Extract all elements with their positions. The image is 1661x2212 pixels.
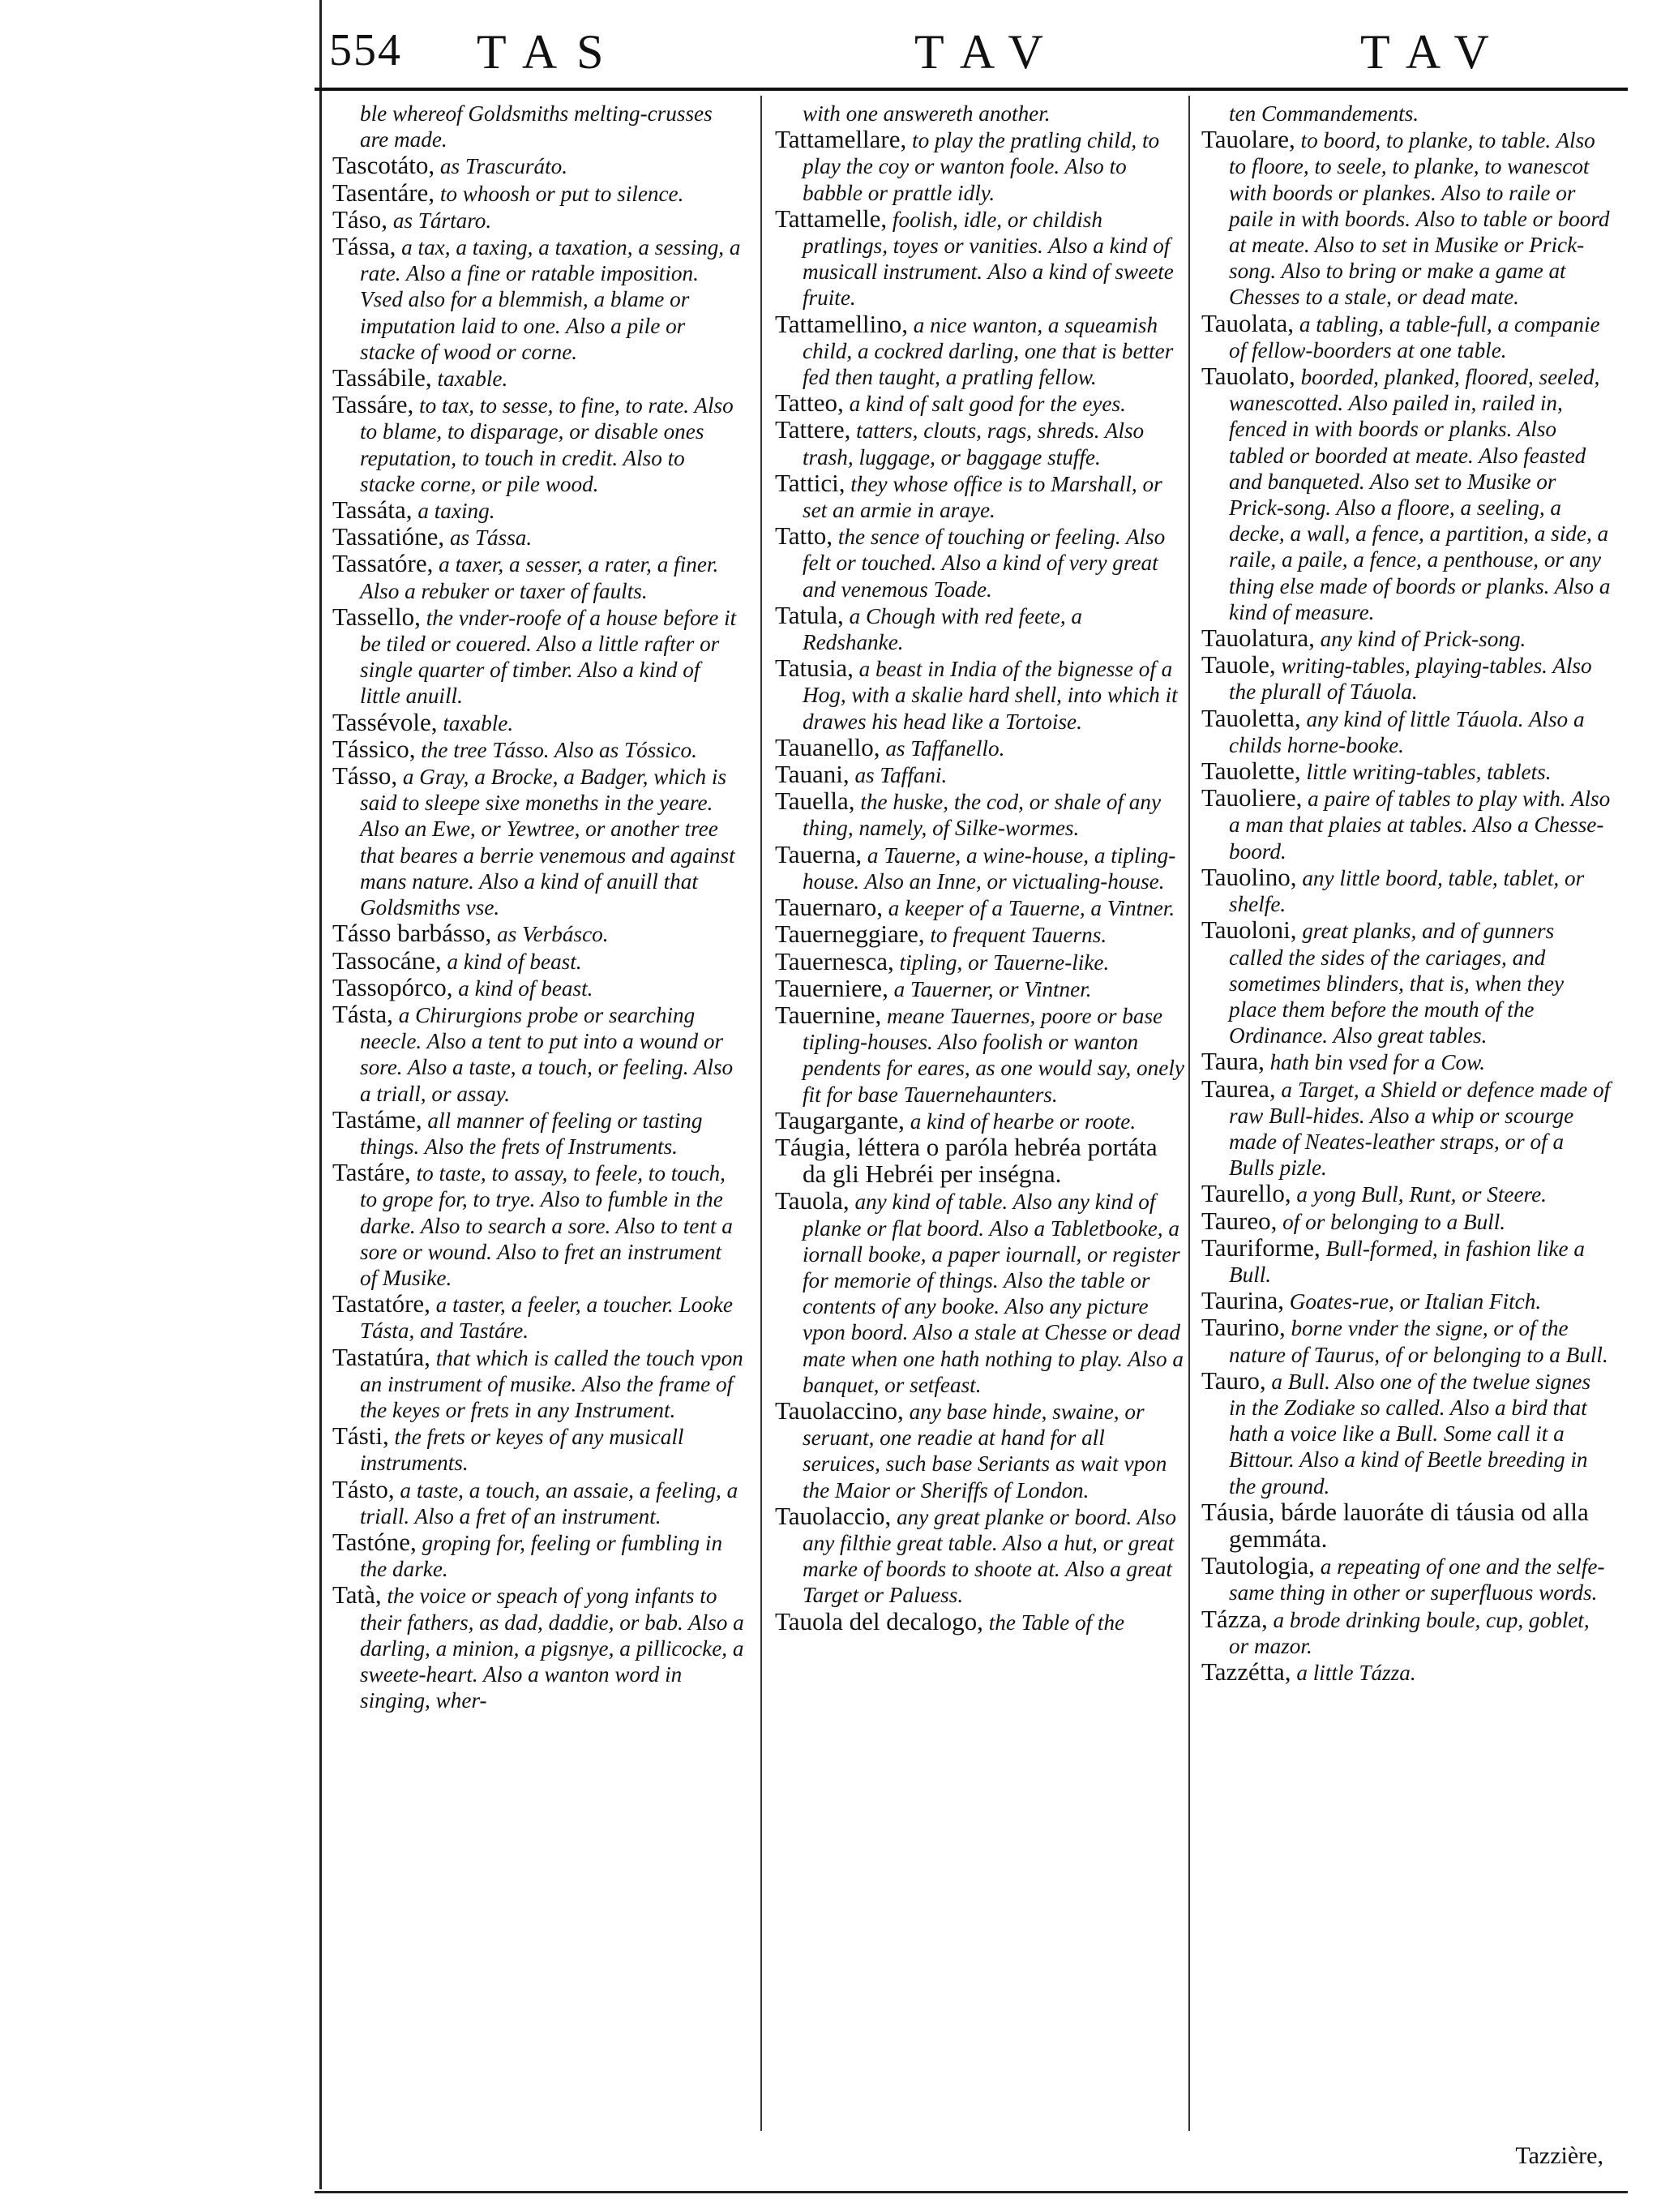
entry-definition: hath bin vsed for a Cow. — [1264, 1050, 1486, 1075]
dictionary-entry — [332, 604, 744, 709]
entry-headword: Tauerna, — [775, 839, 863, 868]
dictionary-entry — [775, 1395, 1187, 1503]
entry-definition: a tax, a taxing, a taxation, a sessing, a rate. Also a fine or ratable imposition. Vsed also for a blemmish, a blame or imputation laid to one. Also a pile or stacke of wood or corne. — [360, 235, 741, 364]
dictionary-entry — [332, 365, 744, 392]
entry-definition: they whose office is to Marshall, or set an armie in araye. — [803, 471, 1162, 523]
entry-headword: Tauernaro, — [775, 893, 883, 922]
entry-headword: Tauola, — [775, 1186, 850, 1215]
entry-definition: a Bull. Also one of the twelue signes in the Zodiake so called. Also a bird that hath a voice like a Bull. Some call it a Bittour. Also a kind of Beetle breeding in the ground. — [1229, 1369, 1591, 1498]
entry-headword: Tauro, — [1201, 1365, 1266, 1395]
dictionary-entry — [332, 736, 744, 763]
entry-definition: the huske, the cod, or shale of any thing, namely, of Silke-wormes. — [803, 790, 1162, 841]
dictionary-entry — [1201, 652, 1613, 705]
dictionary-entry — [332, 972, 744, 1001]
dictionary-entry — [332, 1001, 744, 1107]
entry-headword: Tauoletta, — [1201, 703, 1301, 732]
entry-headword: Tatteo, — [775, 388, 844, 418]
entry-definition: any great planke or boord. Also any filthie great table. Also a hut, or great marke of boords to shoote at. Also a great Target or Paluess. — [803, 1504, 1176, 1608]
entry-definition: to tax, to sesse, to fine, to rate. Also to blame, to disparage, or disable ones reputation, to touch in credit. Also to stacke corne, or pile wood. — [360, 393, 734, 496]
dictionary-entry — [775, 975, 1187, 1002]
entry-definition: borne vnder the signe, or of the nature of Taurus, of or belonging to a Bull. — [1229, 1316, 1608, 1367]
entry-definition: a taxing. — [412, 499, 495, 524]
dictionary-entry — [1201, 1499, 1613, 1553]
dictionary-entry — [775, 894, 1187, 921]
entry-definition: as Tássa. — [444, 525, 533, 551]
running-headword-right: TAV — [1360, 25, 1509, 79]
dictionary-entry — [775, 655, 1187, 735]
entry-definition: great planks, and of gunners called the sides of the cariages, and sometimes blinders, that is, when they place them before the mouth of the Ordinance. Also great tables. — [1229, 919, 1565, 1048]
entry-headword: Tauolette, — [1201, 757, 1301, 786]
entry-headword: Tatà, — [332, 1580, 382, 1610]
entry-headword: Tauerneggiare, — [775, 920, 925, 949]
entry-headword: Tauolatura, — [1201, 624, 1315, 653]
entry-headword: Táusia, bárde lauoráte di táusia od alla gemmáta. — [1201, 1497, 1589, 1553]
dictionary-entry — [1201, 1181, 1613, 1207]
dictionary-entry — [332, 392, 744, 497]
entry-headword: Tassábile, — [332, 363, 432, 392]
dictionary-entry — [1201, 864, 1613, 917]
entry-definition: any kind of Prick-song. — [1314, 627, 1526, 652]
dictionary-entry — [1201, 785, 1613, 864]
dictionary-entry — [1201, 1553, 1613, 1605]
entry-definition: to play the pratling child, to play the coy or wanton foole. Also to babble or prattle idly. — [803, 128, 1160, 205]
entry-definition: to whoosh or put to silence. — [435, 181, 684, 206]
entry-definition: any little boord, table, tablet, or shelfe. — [1229, 865, 1585, 917]
dictionary-entry — [775, 523, 1187, 602]
dictionary-entry — [1201, 625, 1613, 652]
entry-definition: a kind of beast. — [452, 975, 593, 1001]
entry-headword: Tauella, — [775, 787, 855, 816]
dictionary-entry — [775, 839, 1187, 894]
entry-headword: Tastóne, — [332, 1527, 417, 1556]
entry-headword: Tauolato, — [1201, 362, 1295, 391]
entry-headword: Tauolino, — [1201, 862, 1297, 891]
dictionary-entry — [775, 101, 1187, 126]
dictionary-entry — [775, 206, 1187, 311]
entry-headword: Táso, — [332, 204, 388, 234]
dictionary-entry — [332, 1104, 744, 1160]
header-rule — [315, 88, 1628, 91]
entry-definition: a kind of hearbe or roote. — [904, 1108, 1137, 1134]
dictionary-entry — [332, 152, 744, 179]
running-headword-left: TAS — [477, 25, 623, 79]
entry-definition: a Tauerne, a wine-house, a tipling-house. Also an Inne, or victualing-house. — [803, 842, 1176, 894]
dictionary-entry — [332, 101, 744, 152]
dictionary-entry — [775, 1606, 1187, 1635]
entry-headword: Tassévole, — [332, 707, 438, 736]
entry-headword: Tattamellino, — [775, 309, 908, 338]
dictionary-entry — [1201, 363, 1613, 625]
entry-definition: with one answereth another. — [803, 101, 1051, 126]
entry-headword: Tasentáre, — [332, 178, 435, 207]
entry-definition: any kind of little Táuola. Also a childs horne-booke. — [1229, 706, 1585, 757]
entry-definition: a Tauerner, or Vintner. — [888, 976, 1092, 1001]
entry-headword: Taugargante, — [775, 1105, 905, 1134]
entry-definition: as Taffani. — [849, 763, 948, 788]
entry-headword: Taurino, — [1201, 1313, 1286, 1342]
entry-definition: groping for, feeling or fumbling in the darke. — [360, 1530, 723, 1582]
entry-headword: Tastatúra, — [332, 1342, 430, 1371]
dictionary-entry — [775, 1134, 1187, 1188]
entry-definition: to boord, to planke, to table. Also to floore, to seele, to planke, to wanescot with boords or plankes. Also to raile or paile in with boords. Also to table or boord at meate. Also to set in Musike or Prick-song. Also to bring or make a game at Chesses to a stale, or dead mate. — [1229, 128, 1610, 310]
entry-headword: Tássa, — [332, 232, 396, 261]
entry-definition: a kind of salt good for the eyes. — [843, 392, 1126, 417]
dictionary-entry — [332, 945, 744, 975]
entry-definition: a taster, a feeler, a toucher. Looke Tásta, and Tastáre. — [360, 1292, 733, 1344]
entry-headword: Tassáta, — [332, 495, 413, 525]
column-1 — [332, 101, 744, 1713]
dictionary-entry — [332, 551, 744, 603]
entry-headword: Tastáme, — [332, 1104, 422, 1134]
entry-definition: boorded, planked, floored, seeled, wanescotted. Also pailed in, railed in, fenced in with boords or planks. Also tabled or boorded at meate. Also feasted and banqueted. Also set to Musike or Prick-song. Also a floore, a seeling, a decke, a wall, a fence, a partition, a side, a raile, a paile, a fence, a penthouse, or any thing else made of boords or planks. Also a kind of measure. — [1229, 365, 1611, 624]
entry-definition: meane Tauernes, poore or base tipling-houses. Also foolish or wanton pendents for eares, as one would say, onely fit for base Tauernehaunters. — [803, 1003, 1184, 1107]
entry-headword: Taurea, — [1201, 1074, 1276, 1103]
dictionary-entry — [1201, 758, 1613, 785]
entry-headword: Tauriforme, — [1201, 1232, 1321, 1262]
dictionary-entry — [1201, 705, 1613, 758]
entry-definition: to taste, to assay, to feele, to touch, to grope for, to trye. Also to fumble in the darke. Also to search a sore. Also to tent a sore or wound. Also to fret an instrument of Musike. — [360, 1161, 733, 1290]
entry-definition: a Chirurgions probe or searching neecle. Also a tent to put into a wound or sore. Also a taste, a touch, or feeling. Also a triall, or assay. — [360, 1002, 734, 1106]
entry-headword: Tastáre, — [332, 1158, 411, 1187]
entry-headword: Tásti, — [332, 1421, 389, 1451]
dictionary-entry — [775, 417, 1187, 469]
entry-definition: a Chough with red feete, a Redshanke. — [803, 603, 1083, 655]
catchword: Tazzière, — [1515, 2142, 1603, 2169]
dictionary-entry — [332, 1423, 744, 1476]
dictionary-entry — [775, 788, 1187, 841]
entry-definition: the voice or speach of yong infants to their fathers, as dad, daddie, or bab. Also a darling, a minion, a pigsnye, a pillicocke, a sweete-heart. Also a wanton word in singing, wher- — [360, 1584, 744, 1713]
entry-definition: as Taffanello. — [880, 735, 1005, 761]
dictionary-entry — [775, 921, 1187, 948]
entry-headword: Tásto, — [332, 1474, 395, 1503]
entry-headword: Taureo, — [1201, 1206, 1278, 1235]
entry-definition: the sence of touching or feeling. Also felt or touched. Also a kind of very great and venemous Toade. — [803, 525, 1166, 602]
entry-definition: foolish, idle, or childish pratlings, toyes or vanities. Also a kind of musicall instrument. Also a kind of sweete fruite. — [803, 207, 1174, 311]
dictionary-entry — [1201, 101, 1613, 126]
entry-definition: ten Commandements. — [1229, 101, 1419, 126]
entry-definition: a Gray, a Brocke, a Badger, which is said to sleepe sixe moneths in the yeare. Also an Ewe, or Yewtree, or another tree that beares a berrie venemous and against mans nature. Also a kind of anuill that Goldsmiths vse. — [360, 765, 735, 920]
entry-definition: a tabling, a table-full, a companie of fellow-boorders at one table. — [1229, 311, 1600, 362]
entry-headword: Tauanello, — [775, 732, 880, 761]
entry-definition: a beast in India of the bignesse of a Hog, with a skalie hard shell, into which it drawes his head like a Tortoise. — [803, 657, 1178, 734]
entry-headword: Tautologia, — [1201, 1551, 1315, 1580]
dictionary-entry — [775, 602, 1187, 655]
entry-definition: taxable. — [431, 367, 508, 392]
entry-definition: tatters, clouts, rags, shreds. Also trash, luggage, or baggage stuffe. — [803, 418, 1145, 469]
entry-headword: Tauolare, — [1201, 125, 1295, 154]
dictionary-entry — [332, 763, 744, 920]
entry-definition: a brode drinking boule, cup, goblet, or mazor. — [1229, 1607, 1590, 1658]
dictionary-entry — [775, 761, 1187, 788]
entry-definition: as Trascuráto. — [435, 154, 568, 179]
entry-definition: as Tártaro. — [387, 208, 492, 233]
entry-headword: Tassatióne, — [332, 522, 445, 551]
entry-headword: Taurina, — [1201, 1286, 1284, 1315]
dictionary-entry — [332, 1344, 744, 1424]
column-2 — [775, 101, 1187, 1635]
dictionary-entry — [332, 1160, 744, 1291]
dictionary-entry — [332, 1291, 744, 1344]
dictionary-entry — [1201, 1076, 1613, 1181]
entry-headword: Tauolata, — [1201, 308, 1295, 337]
entry-headword: Tattici, — [775, 468, 845, 497]
entry-definition: any base hinde, swaine, or seruant, one readie at hand for all seruices, such base Seriants as wait vpon the Maior or Sheriffs of London. — [803, 1399, 1167, 1503]
entry-headword: Tásso, — [332, 761, 398, 791]
dictionary-entry — [1201, 1606, 1613, 1659]
entry-headword: Tassatóre, — [332, 549, 434, 578]
footer-rule — [315, 2191, 1628, 2193]
entry-headword: Tassello, — [332, 602, 421, 631]
entry-definition: the tree Tásso. Also as Tóssico. — [415, 737, 697, 762]
entry-headword: Tauoliere, — [1201, 783, 1303, 812]
entry-headword: Tauani, — [775, 760, 850, 789]
dictionary-entry — [332, 1529, 744, 1582]
entry-definition: Bull-formed, in fashion like a Bull. — [1229, 1236, 1585, 1287]
entry-headword: Tatula, — [775, 600, 844, 629]
dictionary-entry — [775, 126, 1187, 206]
entry-definition: a repeating of one and the selfe-same thing in other or superfluous words. — [1229, 1554, 1605, 1605]
entry-definition: the frets or keyes of any musicall instruments. — [360, 1425, 684, 1476]
entry-definition: the vnder-roofe of a house before it be tiled or couered. Also a little rafter or single quarter of timber. Also a kind of little anuill. — [360, 605, 737, 709]
entry-headword: Tauernesca, — [775, 946, 894, 975]
dictionary-entry — [332, 709, 744, 736]
dictionary-entry — [775, 311, 1187, 391]
entry-definition: Goates-rue, or Italian Fitch. — [1283, 1289, 1542, 1314]
entry-headword: Tássico, — [332, 734, 416, 763]
entry-headword: Tauolaccio, — [775, 1501, 892, 1530]
dictionary-entry — [1201, 1048, 1613, 1075]
dictionary-entry — [775, 470, 1187, 523]
running-headword-center: TAV — [914, 25, 1063, 79]
entry-definition: a little Tázza. — [1291, 1660, 1416, 1685]
entry-headword: Tastatóre, — [332, 1289, 430, 1318]
entry-headword: Tattere, — [775, 415, 851, 444]
dictionary-entry — [1201, 1365, 1613, 1499]
entry-headword: Tascotáto, — [332, 151, 435, 180]
entry-headword: Tauoloni, — [1201, 915, 1297, 945]
entry-headword: Tásso barbásso, — [332, 919, 492, 948]
page-number: 554 — [329, 25, 402, 75]
entry-definition: a taxer, a sesser, a rater, a finer. Also a rebuker or taxer of faults. — [360, 552, 719, 603]
entry-headword: Taurello, — [1201, 1179, 1291, 1208]
entry-headword: Tazzétta, — [1201, 1657, 1291, 1686]
entry-definition: a Target, a Shield or defence made of raw Bull-hides. Also a whip or scourge made of Neates-leather straps, or of a Bulls pizle. — [1229, 1077, 1611, 1181]
entry-definition: as Verbásco. — [491, 922, 609, 947]
dictionary-entry — [1201, 1314, 1613, 1367]
dictionary-entry — [775, 1105, 1187, 1134]
entry-headword: Tauolaccino, — [775, 1395, 904, 1425]
entry-headword: Tásta, — [332, 999, 393, 1028]
entry-headword: Tauole, — [1201, 650, 1276, 679]
dictionary-entry — [1201, 308, 1613, 363]
dictionary-page — [315, 0, 1628, 2212]
dictionary-entry — [1201, 126, 1613, 310]
dictionary-entry — [332, 497, 744, 524]
dictionary-entry — [1201, 1288, 1613, 1314]
entry-definition: all manner of feeling or tasting things. Also the frets of Instruments. — [360, 1108, 703, 1159]
entry-headword: Taura, — [1201, 1047, 1265, 1076]
entry-definition: taxable. — [437, 710, 514, 735]
entry-definition: to frequent Tauerns. — [924, 923, 1107, 948]
dictionary-entry — [775, 1002, 1187, 1108]
dictionary-entry — [775, 1503, 1187, 1609]
dictionary-entry — [775, 390, 1187, 417]
dictionary-entry — [775, 732, 1187, 761]
entry-definition: a taste, a touch, an assaie, a feeling, a triall. Also a fret of an instrument. — [360, 1477, 738, 1528]
entry-definition: writing-tables, playing-tables. Also the plurall of Táuola. — [1229, 654, 1592, 705]
entry-definition: any kind of table. Also any kind of planke or flat boord. Also a Tabletbooke, a iornall booke, a paper iournall, or register for memorie of things. Also the table or contents of any booke. Also any picture vpon boord. Also a stale at Chesse or dead mate when one hath nothing to play. Also a banquet, or setfeast. — [803, 1190, 1184, 1397]
entry-definition: little writing-tables, tablets. — [1300, 760, 1552, 785]
dictionary-entry — [1201, 917, 1613, 1048]
dictionary-entry — [332, 524, 744, 551]
entry-headword: Tauola del decalogo, — [775, 1606, 983, 1635]
entry-headword: Tattamellare, — [775, 125, 907, 154]
dictionary-entry — [332, 234, 744, 365]
entry-definition: a yong Bull, Runt, or Steere. — [1291, 1182, 1547, 1207]
entry-definition: a nice wanton, a squeamish child, a cockred darling, one that is better fed then taught, a pratling fellow. — [803, 312, 1174, 390]
dictionary-entry — [332, 920, 744, 947]
entry-headword: Táugia, léttera o paróla hebréa portáta da gli Hebréi per inségna. — [775, 1132, 1158, 1189]
entry-definition: of or belonging to a Bull. — [1277, 1209, 1506, 1234]
entry-definition: a kind of beast. — [441, 949, 582, 974]
entry-headword: Tatusia, — [775, 654, 854, 683]
entry-definition: a keeper of a Tauerne, a Vintner. — [882, 896, 1175, 921]
entry-headword: Tauerniere, — [775, 973, 888, 1002]
entry-headword: Tauernine, — [775, 1000, 882, 1029]
entry-definition: the Table of the — [982, 1610, 1125, 1635]
column-divider-2 — [1188, 96, 1190, 2131]
dictionary-entry — [775, 946, 1187, 975]
entry-headword: Tassopórco, — [332, 972, 453, 1001]
dictionary-entry — [332, 1582, 744, 1713]
entry-headword: Tassáre, — [332, 390, 414, 419]
dictionary-entry — [1201, 1208, 1613, 1235]
entry-headword: Tázza, — [1201, 1604, 1268, 1633]
page-left-rule — [319, 0, 322, 2189]
dictionary-entry — [1201, 1659, 1613, 1686]
entry-headword: Tassocáne, — [332, 945, 442, 975]
dictionary-entry — [332, 180, 744, 207]
column-divider-1 — [760, 96, 762, 2131]
running-header — [315, 21, 1628, 86]
dictionary-entry — [775, 1188, 1187, 1398]
entry-headword: Tattamelle, — [775, 204, 888, 233]
dictionary-entry — [332, 204, 744, 234]
entry-definition: tipling, or Tauerne-like. — [893, 950, 1110, 975]
entry-headword: Tatto, — [775, 521, 833, 551]
entry-definition: that which is called the touch vpon an instrument of musike. Also the frame of the keyes or frets in any Instrument. — [360, 1345, 743, 1422]
column-3 — [1201, 101, 1613, 1686]
dictionary-entry — [332, 1474, 744, 1529]
entry-definition: ble whereof Goldsmiths melting-crusses are made. — [360, 101, 713, 152]
dictionary-entry — [1201, 1232, 1613, 1288]
entry-definition: a paire of tables to play with. Also a man that plaies at tables. Also a Chesse-boord. — [1229, 787, 1611, 864]
